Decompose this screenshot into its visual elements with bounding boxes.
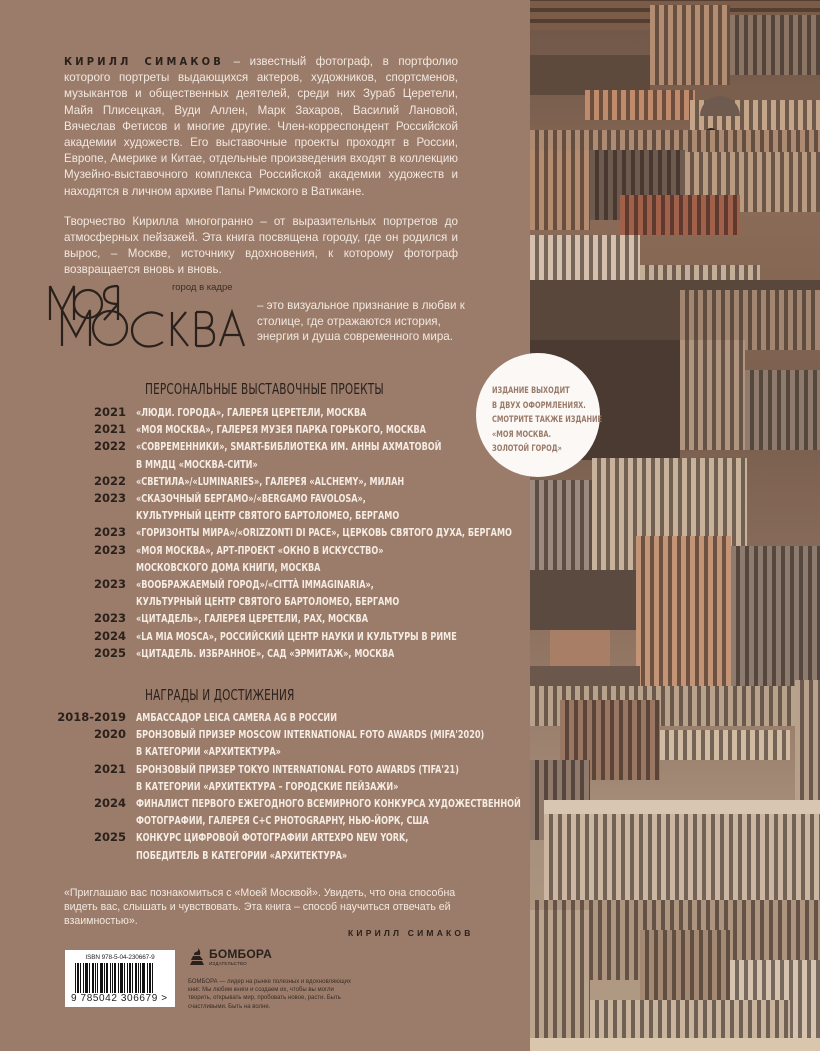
author-bio [64,54,458,293]
award-row: 2025 КОНКУРС ЦИФРОВОЙ ФОТОГРАФИИ ARTEXPO NEW YORK, ПОБЕДИТЕЛЬ В КАТЕГОРИИ «АРХИТЕКТУРА» [93,830,409,862]
bio-paragraph-2: Творчество Кирилла многогранно – от выразительных портретов до атмосферных пейзажей. Эта книга посвящена городу, где он родился и вырос, – Москве, источнику вдохновения, к которому фотограф возвращается вновь и вновь. [64,214,458,277]
logo-tagline: – это визуальное признание в любви к столице, где отражаются история, энергия и душа современного мира. [257,299,465,343]
isbn-barcode [65,950,175,1007]
exhibition-row: 2023 «ГОРИЗОНТЫ МИРА»/«ORIZZONTI DI PACE», ЦЕРКОВЬ СВЯТОГО ДУХА, БЕРГАМО [93,525,512,540]
logo-subtitle: город в кадре [172,282,233,293]
exhibition-row: 2025 «ЦИТАДЕЛЬ. ИЗБРАННОЕ», САД «ЭРМИТАЖ», МОСКВА [93,645,395,660]
awards-title: НАГРАДЫ И ДОСТИЖЕНИЯ [145,686,295,704]
exhibition-row: 2021 «ЛЮДИ. ГОРОДА», ГАЛЕРЕЯ ЦЕРЕТЕЛИ, МОСКВА [93,405,367,419]
exhibition-row: 2023 «ВООБРАЖАЕМЫЙ ГОРОД»/«CITTÀ IMMAGINARIA», КУЛЬТУРНЫЙ ЦЕНТР СВЯТОГО БАРТОЛОМЕО, БЕРГАМО [93,577,400,609]
exhibition-row: 2021 «МОЯ МОСКВА», ГАЛЕРЕЯ МУЗЕЯ ПАРКА ГОРЬКОГО, МОСКВА [93,422,426,437]
exhibition-row: 2023 «МОЯ МОСКВА», АРТ-ПРОЕКТ «ОКНО В ИСКУССТВО» МОСКОВСКОГО ДОМА КНИГИ, МОСКВА [93,542,384,574]
exhibition-row: 2022 «СВЕТИЛА»/«LUMINARIES», ГАЛЕРЕЯ «ALCHEMY», МИЛАН [93,473,405,488]
exhibition-row: 2023 «СКАЗОЧНЫЙ БЕРГАМО»/«BERGAMO FAVOLOSA», КУЛЬТУРНЫЙ ЦЕНТР СВЯТОГО БАРТОЛОМЕО, БЕРГАМО [93,491,400,523]
moscow-cityscape-photo [530,0,820,1051]
isbn-number: ISBN 978-5-04-230667-9 [85,954,155,961]
exhibition-row: 2023 «ЦИТАДЕЛЬ», ГАЛЕРЕЯ ЦЕРЕТЕЛИ, РАХ, МОСКВА [93,611,369,626]
exhibition-row: 2024 «LA MIA MOSCA», РОССИЙСКИЙ ЦЕНТР НАУКИ И КУЛЬТУРЫ В РИМЕ [93,628,457,643]
author-name: КИРИЛЛ СИМАКОВ [64,55,225,68]
award-row: 2020 БРОНЗОВЫЙ ПРИЗЕР MOSCOW INTERNATIONAL FOTO AWARDS (MIFA'2020) В КАТЕГОРИИ «АРХИТЕКТУРА» [93,727,485,759]
bio-paragraph-1: КИРИЛЛ СИМАКОВ – известный фотограф, в портфолио которого портреты выдающихся актеров, художников, спортсменов, музыкантов и общественных деятелей, среди них Зураб Церетели, Майя Плисецкая, Вуди Аллен, Марк Захаров, Василий Лановой, Вячеслав Фетисов и многие другие. Член-корреспондент Российской академии художеств. Его выставочные проекты проходят в России, Европе, Америке и Китае, отдельные произведения входят в коллекцию Музейно-выставочного комплекса Российской академии художеств и находятся в личном архиве Папы Римского в Ватикане. [64,55,458,198]
award-row: 2021 БРОНЗОВЫЙ ПРИЗЕР TOKYO INTERNATIONAL FOTO AWARDS (TIFA'21) В КАТЕГОРИИ «АРХИТЕКТУРА – ГОРОДСКИЕ ПЕЙЗАЖИ» [93,761,459,793]
publisher-name: БОМБОРА [209,946,272,961]
exhibition-row: 2022 «СОВРЕМЕННИКИ», SMART-БИБЛИОТЕКА ИМ. АННЫ АХМАТОВОЙ В ММДЦ «МОСКВА-СИТИ» [93,439,442,471]
author-quote: «Приглашаю вас познакомиться с «Моей Москвой». Увидеть, что она способна видеть вас, слышать и чувствовать. Эта книга – способ научиться отвечать ей взаимностью». [64,887,456,928]
bombora-wave-icon [188,946,206,966]
awards-list [40,709,521,864]
exhibitions-title: ПЕРСОНАЛЬНЫЕ ВЫСТАВОЧНЫЕ ПРОЕКТЫ [145,380,384,398]
exhibitions-list [40,404,512,662]
barcode-bars-icon [75,963,165,993]
publisher-logo [188,946,272,966]
quote-author: КИРИЛЛ СИМАКОВ [348,928,474,938]
edition-note-text: ИЗДАНИЕ ВЫХОДИТ В ДВУХ ОФОРМЛЕНИЯХ. СМОТРИТЕ ТАКЖЕ ИЗДАНИЕ «МОЯ МОСКВА. ЗОЛОТОЙ ГОРОД» [492,385,603,455]
award-row: 2018-2019 АМБАССАДОР LEICA CAMERA AG В РОССИИ [57,710,338,724]
publisher-description: БОМБОРА — лидер на рынке полезных и вдохновляющих книг. Мы любим книги и создаем их, чтобы вы могли творить, открывать мир, пробовать новое, расти. Быть счастливыми. Быть на волне. [188,979,352,1010]
award-row: 2024 ФИНАЛИСТ ПЕРВОГО ЕЖЕГОДНОГО ВСЕМИРНОГО КОНКУРСА ХУДОЖЕСТВЕННОЙ ФОТОГРАФИИ, ГАЛЕРЕЯ C+C PHOTOGRAPHY, НЬЮ-ЙОРК, США [93,796,521,828]
barcode-digits: 9 785042 306679 > [71,993,168,1004]
publisher-subtitle: ИЗДАТЕЛЬСТВО [209,960,247,966]
